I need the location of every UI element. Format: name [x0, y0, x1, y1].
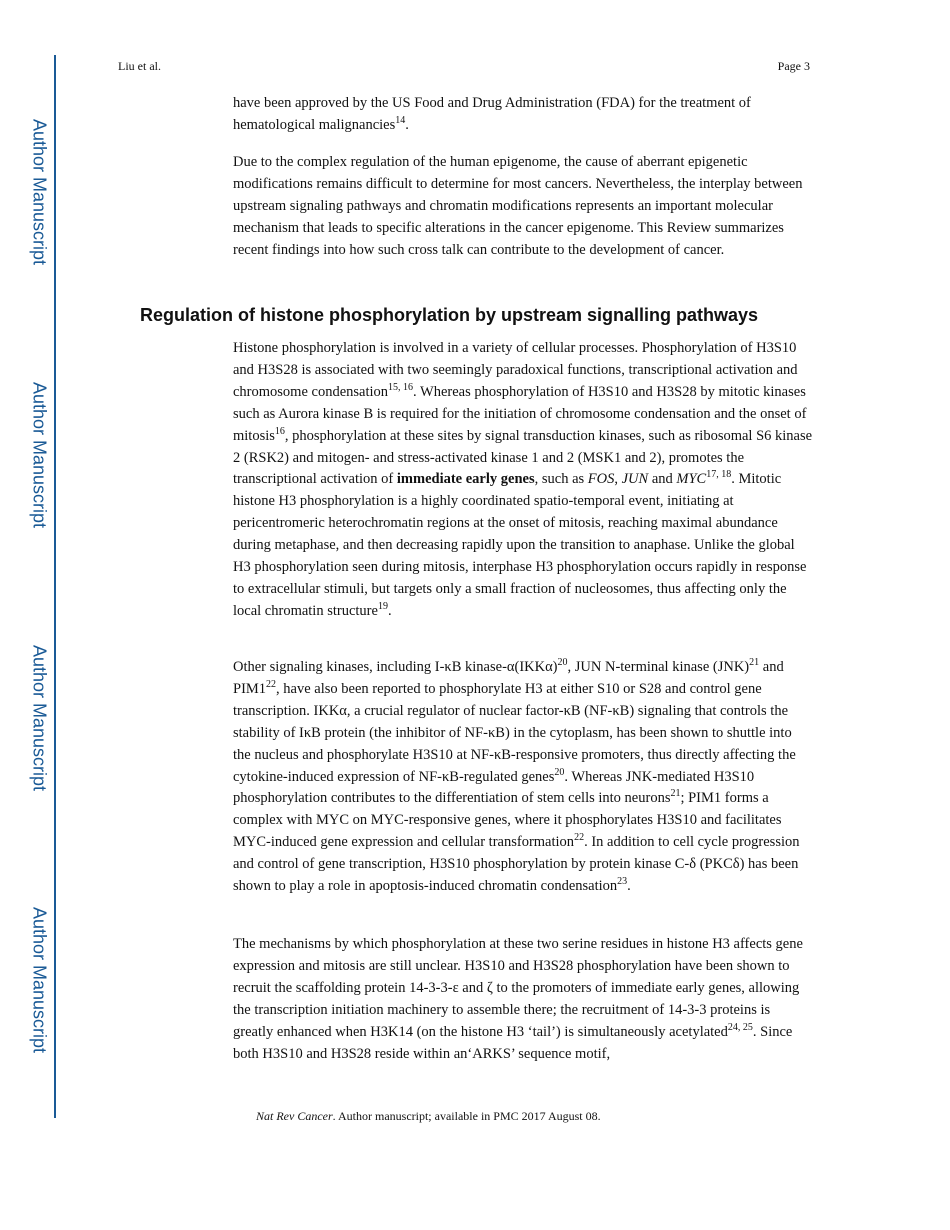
author-manuscript-label: Author Manuscript [29, 906, 50, 1054]
citation[interactable]: 19 [377, 601, 388, 613]
citation[interactable]: 20 [554, 766, 565, 778]
author-manuscript-label: Author Manuscript [29, 118, 50, 266]
paragraph-histone-phosphorylation: Histone phosphorylation is involved in a variety of cellular processes. Phosphorylation of H3S10 and H3S28 is associated with two seemingly paradoxical functions, transcriptional activation and chromosome condensation$^{15, 16}$. Whereas phosphorylation of H3S10 and H3S28 by mitotic kinases such as Aurora kinase B is required for the initiation of chromosome condensation and the onset of mitosis$^{16}$, phosphorylation at these sites by signal transduction kinases, such as ribosomal S6 kinase 2 (RSK2) and mitogen- and stress-activated kinase 1 and 2 (MSK1 and 2), promotes the transcriptional activation of immediate early genes, such as FOS, JUN and MYC$^{17, 18}$. Mitotic histone H3 phosphorylation is a highly coordinated spatio-temporal event, initiating at pericentromeric heterochromatin regions at the onset of mitosis, reaching maximal abundance during metaphase, and then decreasing rapidly upon the transition to anaphase. Unlike the global H3 phosphorylation seen during mitosis, interphase H3 phosphorylation occurs rapidly in response to extracellular stimuli, but targets only a small fraction of nucleosomes, thus affecting only the local chromatin structure$^{19}$. [233, 340, 813, 619]
gene-name: JUN [621, 471, 649, 488]
citation[interactable]: 14 [395, 115, 406, 127]
running-head-authors: Liu et al. [118, 59, 161, 73]
paragraph-continuation: have been approved by the US Food and Drug Administration (FDA) for the treatment of hematological malignancies$^{14}$. [233, 95, 751, 133]
journal-name: Nat Rev Cancer [256, 1109, 333, 1123]
citation[interactable]: 22 [266, 679, 277, 691]
citation[interactable]: 21 [670, 788, 681, 800]
citation[interactable]: 22 [574, 832, 585, 844]
paragraph-intro-summary: Due to the complex regulation of the human epigenome, the cause of aberrant epigenetic modifications remains difficult to determine for most cancers. Nevertheless, the interplay between upstream signaling pathways and chromatin modifications represents an important molecular mechanism that leads to specific alterations in the cancer epigenome. This Review summarizes recent findings into how such cross talk can contribute to the development of cancer. [233, 154, 803, 258]
margin-rule [54, 55, 56, 1118]
citation[interactable]: 24, 25 [727, 1021, 753, 1033]
gene-name: FOS [587, 471, 615, 488]
citation[interactable]: 17, 18 [706, 469, 732, 481]
citation[interactable]: 23 [617, 876, 628, 888]
paragraph-signaling-kinases: Other signaling kinases, including I-κB kinase-$\alpha(IKK\alpha)^{20}$, JUN N-terminal kinase (JNK)$^{21}$ and $PIM1^{22}$, have also been reported to phosphorylate H3 at either S10 or S28 and control gene transcription. IKKα, a crucial regulator of nuclear factor-κB (NF-κB) signaling that controls the stability of IκB protein (the inhibitor of NF-κB) in the cytoplasm, has been shown to shuttle into the nucleus and phosphorylate H3S10 at NF-κB-responsive promoters, thus directly affecting the cytokine-induced expression of NF-κB-regulated genes$^{20}$. Whereas JNK-mediated H3S10 phosphorylation contributes to the differentiation of stem cells into neurons$^{21}$; PIM1 forms a complex with MYC on MYC-responsive genes, where it phosphorylates H3S10 and facilitates MYC-induced gene expression and cellular transformation$^{22}$. In addition to cell cycle progression and control of gene transcription, H3S10 phosphorylation by protein kinase C-δ (PKCδ) has been shown to play a role in apoptosis-induced chromatin condensation$^{23}$. [233, 657, 800, 895]
citation[interactable]: 20 [557, 657, 568, 669]
section-heading: Regulation of histone phosphorylation by upstream signalling pathways [140, 305, 759, 325]
citation[interactable]: 21 [749, 657, 760, 669]
running-head-page-number: Page 3 [777, 59, 810, 73]
citation[interactable]: 15, 16 [388, 381, 414, 393]
glossary-term[interactable]: immediate early genes [396, 471, 535, 488]
footer-citation: Nat Rev Cancer. Author manuscript; available in PMC 2017 August 08. [256, 1109, 601, 1123]
paragraph-mechanisms: The mechanisms by which phosphorylation at these two serine residues in histone H3 affects gene expression and mitosis are still unclear. H3S10 and H3S28 phosphorylation have been shown to recruit the scaffolding protein 14-3-3-ε and ζ to the promoters of immediate early genes, allowing the transcription initiation machinery to assemble there; the recruitment of 14-3-3 proteins is greatly enhanced when H3K14 (on the histone H3 ‘tail’) is simultaneously acetylated$^{24, 25}$. Since both H3S10 and H3S28 reside within an‘ARKS’ sequence motif, [233, 936, 803, 1062]
author-manuscript-label: Author Manuscript [29, 644, 50, 792]
gene-name: MYC [676, 471, 707, 488]
citation[interactable]: 16 [274, 425, 285, 437]
author-manuscript-label: Author Manuscript [29, 381, 50, 529]
